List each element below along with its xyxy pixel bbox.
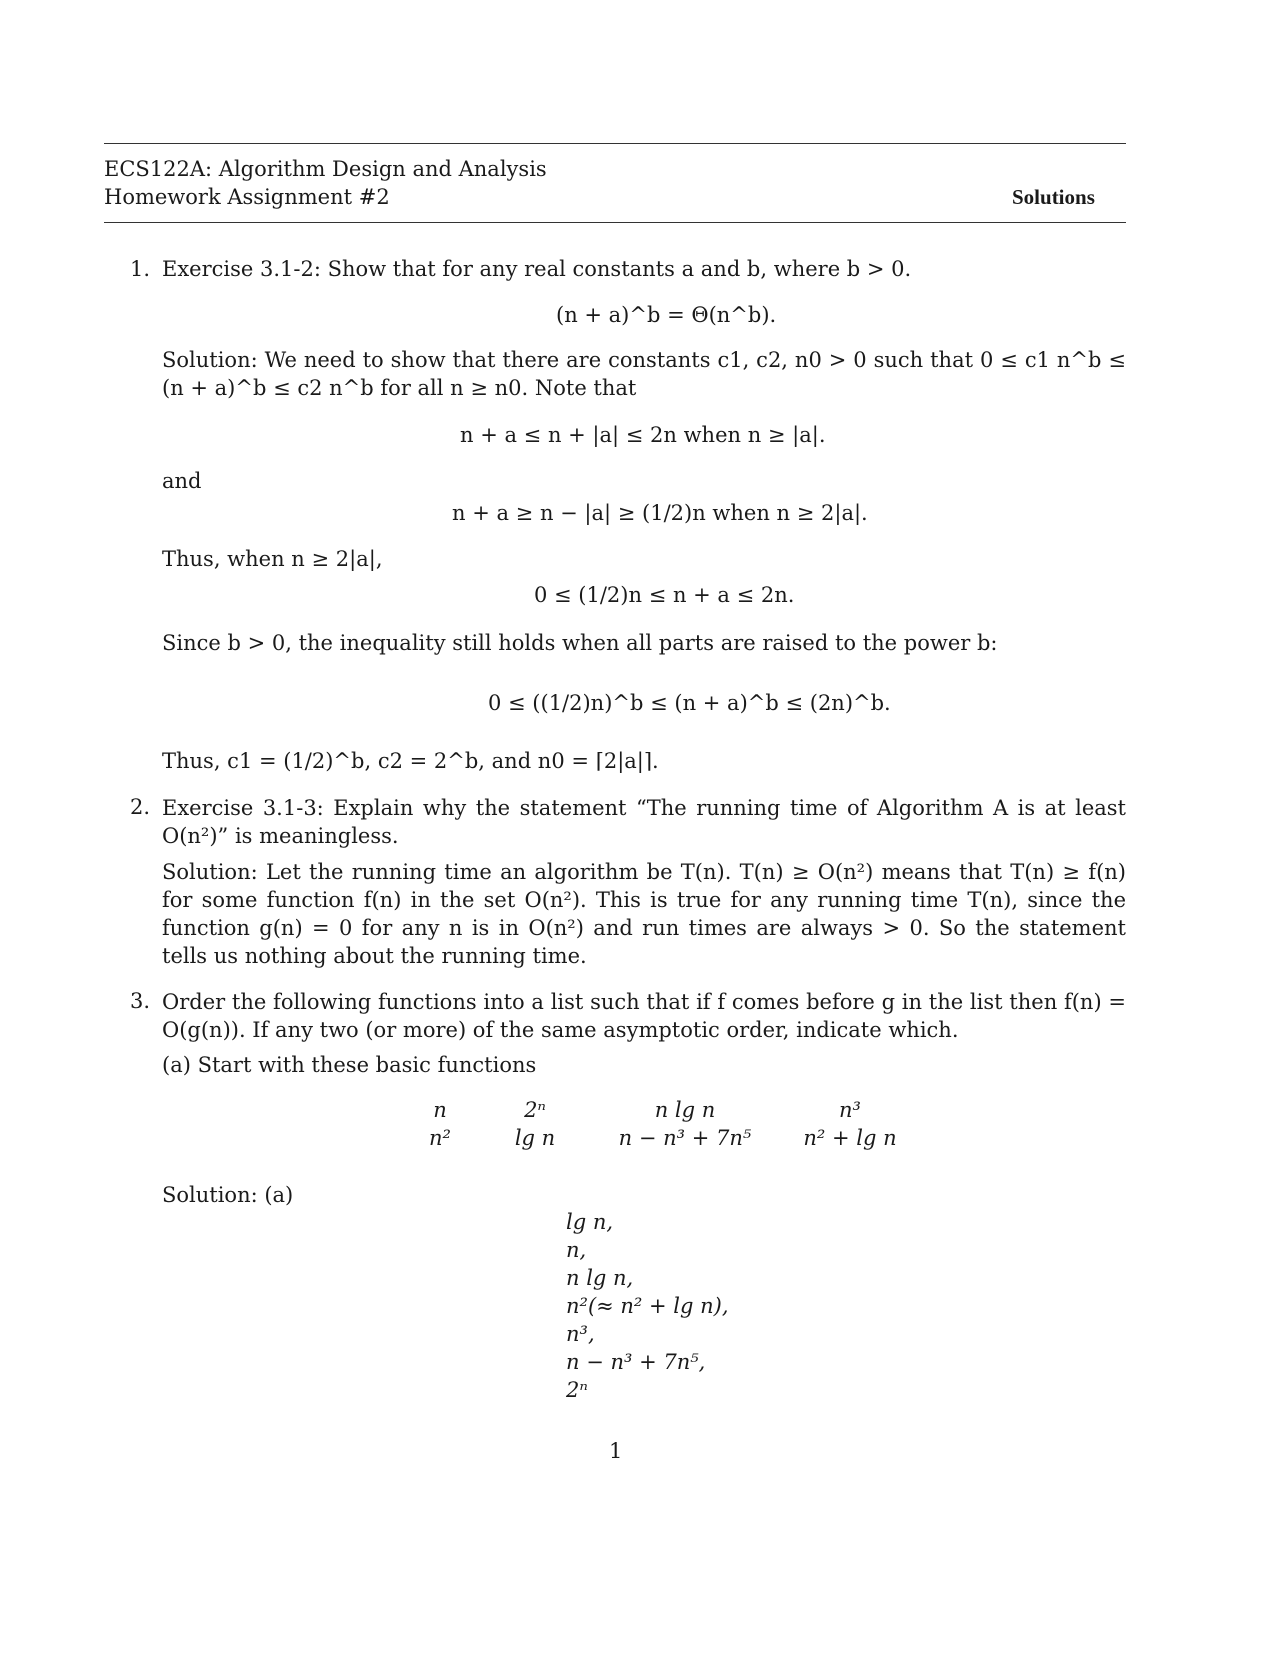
function-row [400,1124,920,1152]
function-cell: n² [429,1126,451,1150]
assignment-title: Homework Assignment #2 [104,185,390,209]
q1-constants: Thus, c1 = (1/2)^b, c2 = 2^b, and n0 = ⌈2|a|⌉. [162,749,659,773]
q3-number: 3. [130,989,151,1013]
ordered-item: n, [566,1238,587,1262]
function-cell: n [433,1098,447,1122]
q1-since: Since b > 0, the inequality still holds when all parts are raised to the power b: [162,631,998,655]
ordered-item: 2ⁿ [566,1378,588,1402]
q3-solution-label: Solution: (a) [162,1183,294,1207]
q2-solution: Solution: Let the running time an algorithm be T(n). T(n) ≥ O(n²) means that T(n) ≥ f(n) for some function f(n) in the set O(n²). This is true for any running time T(n), since the function g(n) = 0 for any n is in O(n²) and run times are always > 0. So the statement tells us nothing about the running time. [162,860,1126,968]
q3-part-a: (a) Start with these basic functions [162,1053,537,1077]
ordered-item: n³, [566,1322,595,1346]
function-row [400,1096,920,1124]
q3-prompt: Order the following functions into a list such that if f comes before g in the list then f(n) = O(g(n)). If any two (or more) of the same asymptotic order, indicate which. [162,990,1126,1042]
page-number: 1 [609,1439,623,1463]
function-cell: n lg n [654,1098,716,1122]
header-top-rule [104,143,1126,144]
function-cell: n − n³ + 7n⁵ [618,1126,752,1150]
function-cell: n² + lg n [803,1126,897,1150]
q2-prompt: Exercise 3.1-3: Explain why the statement “The running time of Algorithm A is at least O(n²)” is meaningless. [162,796,1126,848]
q1-number: 1. [130,257,151,281]
q1-thus-when: Thus, when n ≥ 2|a|, [162,547,383,571]
q1-eq1: n + a ≤ n + |a| ≤ 2n when n ≥ |a|. [460,423,826,447]
ordered-item: n²(≈ n² + lg n), [566,1294,729,1318]
q1-and: and [162,469,202,493]
ordered-item: n lg n, [566,1266,634,1290]
course-title: ECS122A: Algorithm Design and Analysis [104,157,547,181]
function-cell: 2ⁿ [524,1098,546,1122]
q1-eq4: 0 ≤ ((1/2)n)^b ≤ (n + a)^b ≤ (2n)^b. [488,691,891,715]
q1-prompt: Exercise 3.1-2: Show that for any real constants a and b, where b > 0. [162,257,912,281]
function-table [400,1096,920,1152]
q1-eq2: n + a ≥ n − |a| ≥ (1/2)n when n ≥ 2|a|. [452,501,868,525]
function-cell: lg n [514,1126,556,1150]
ordered-item: n − n³ + 7n⁵, [566,1350,706,1374]
q1-display-equation: (n + a)^b = Θ(n^b). [556,303,777,327]
header-bottom-rule [104,222,1126,223]
ordered-function-list [566,1208,729,1404]
ordered-item: lg n, [566,1210,614,1234]
function-cell: n³ [839,1098,861,1122]
solutions-label: Solutions [1012,185,1095,209]
q1-solution-intro: Solution: We need to show that there are constants c1, c2, n0 > 0 such that 0 ≤ c1 n^b ≤ (n + a)^b ≤ c2 n^b for all n ≥ n0. Note that [162,348,1126,400]
q1-eq3: 0 ≤ (1/2)n ≤ n + a ≤ 2n. [534,583,795,607]
q2-number: 2. [130,795,151,819]
